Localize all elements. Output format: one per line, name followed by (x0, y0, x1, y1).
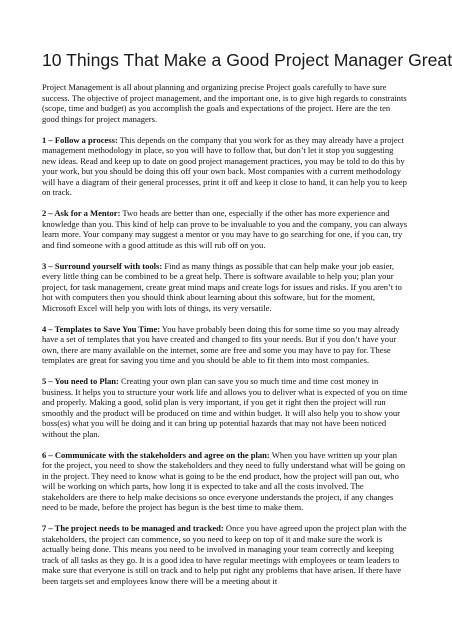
item-text: This depends on the company that you work for as they may already have a project management methodology in place, so you will have to follow that, but don’t let it stop you suggesting new ideas. Read and keep up to date on good project management practices, you may be told to do this by your work, but you should be doing this off your own back. Most companies with a current methodology will have a diagram of their general processes, print it off and keep it close to hand, it can help you to keep on track. (42, 134, 407, 197)
item-text: You have probably been doing this for some time so you may already have a set of templates that you have created and changed to fits your needs. But if you don’t have your own, there are many available on the internet, some are free and some you may have to pay for. These templates are great for saving you time and you should be able to fit them into most companies. (42, 323, 400, 365)
item-text: Find as many things as possible that can help make your job easier, every little thing can be combined to be a great help. There is software available to help you; plan your project, for task management, create great mind maps and create logs for issues and risks. If you aren’t to hot with computers then you should think about learning about this software, but for the moment, Microsoft Excel will help you with lots of things, its very versatile. (42, 260, 402, 313)
item-heading: 1 – Follow a process: (42, 134, 118, 145)
item-text: Creating your own plan can save you so much time and time cost money in business. It helps you to structure your work life and allows you to deliver what is expected of you on time and properly. Making a good, solid plan is very important, if you get it right then the project will run smoothly and the product will be produced on time and within budget. It will also help you to show your boss(es) what you will be doing and it can bring up potential hazards that may not have been noticed without the plan. (42, 376, 408, 439)
item-heading: 5 – You need to Plan: (42, 376, 119, 386)
list-item (42, 376, 408, 439)
item-heading: 4 – Templates to Save You Time: (42, 323, 161, 334)
item-heading: 7 – The project needs to be managed and tracked: (42, 523, 224, 533)
item-text: Once you have agreed upon the project plan with the stakeholders, the project can commence, so you need to keep on top of it and make sure the work is actually being done. This means you need to be involved in managing your team correctly and keeping track of all tasks as they go. It is a good idea to have regular meetings with employees or team leaders to make sure that everyone is still on track and to help put right any problems that have arisen. If there have been targets set and employees know there will be a meeting about it (42, 523, 407, 586)
list-item (42, 208, 408, 250)
list-item (42, 135, 408, 198)
item-heading: 3 – Surround yourself with tools: (42, 260, 163, 271)
list-item (42, 324, 408, 366)
list-item (42, 450, 408, 513)
item-text: When you have written up your plan for the project, you need to show the stakeholders and they need to fully understand what will be going on in the project. They need to know what is going to be the end product, how the project will pan out, who will be working on which parts, how long it is expected to take and all the costs involved. The stakeholders are there to help make decisions so once everyone understands the project, if any changes need to be made, before the project has begun is the best time to make them. (42, 449, 406, 512)
list-item (42, 261, 408, 314)
item-text: Two heads are better than one, especially if the other has more experience and knowledge than you. This kind of help can prove to be invaluable to you and the company, you can always learn more. Your company may suggest a mentor or you may have to go searching for one, if you can, try and find someone with a good attitude as this will rub off on you. (42, 208, 408, 250)
item-heading: 6 – Communicate with the stakeholders and agree on the plan: (42, 449, 270, 460)
item-heading: 2 – Ask for a Mentor: (42, 208, 121, 218)
list-item (42, 523, 408, 586)
document-title: 10 Things That Make a Good Project Manager Great (42, 50, 452, 70)
intro-paragraph: Project Management is all about planning and organizing precise Project goals carefully to have sure success. The objective of project management, and the important one, is to give high regards to constraints (scope, time and budget) as you accomplish the goals and expectations of the project. Here are the ten good things for project managers. (42, 82, 407, 124)
